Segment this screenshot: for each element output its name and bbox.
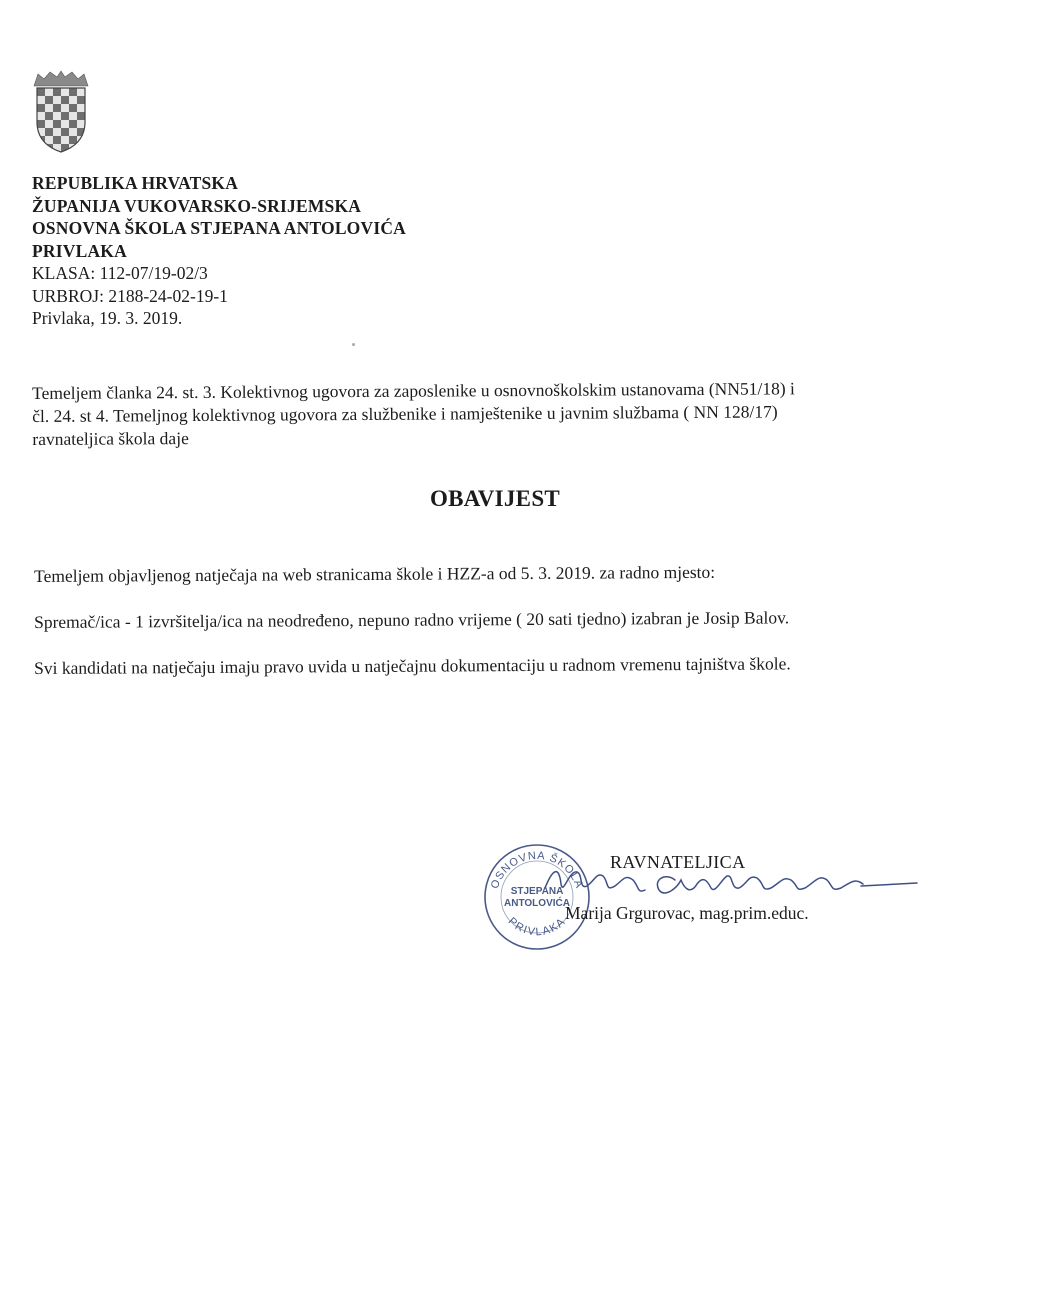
document-header <box>32 172 406 330</box>
intro-line: ravnateljica škola daje <box>32 428 189 449</box>
svg-text:PRIVLAKA <box>506 915 569 938</box>
checker-square <box>53 120 61 128</box>
body-paragraph-1: Temeljem objavljenog natječaja na web stranicama škole i HZZ-a od 5. 3. 2019. za radno mjesto: <box>34 561 716 586</box>
document-title: OBAVIJEST <box>429 486 561 511</box>
checker-square <box>45 104 53 112</box>
checker-square <box>77 96 85 104</box>
intro-line: Temeljem članka 24. st. 3. Kolektivnog ugovora za zaposlenike u osnovnoškolskim ustanovama (NN51/18) i <box>32 378 795 403</box>
town-name: PRIVLAKA <box>32 240 127 261</box>
checker-square <box>69 136 77 144</box>
checker-square <box>61 120 69 128</box>
checker-square <box>53 104 61 112</box>
checker-square <box>45 96 53 104</box>
checker-square <box>61 136 69 144</box>
checker-square <box>61 96 69 104</box>
checker-square <box>69 96 77 104</box>
checker-square <box>45 88 53 96</box>
checker-square <box>77 120 85 128</box>
country-name: REPUBLIKA HRVATSKA <box>32 173 239 193</box>
checker-square <box>77 104 85 112</box>
county-name: ŽUPANIJA VUKOVARSKO-SRIJEMSKA <box>32 195 362 216</box>
croatian-coat-of-arms-icon <box>30 70 92 154</box>
checker-square <box>45 112 53 120</box>
checker-square <box>45 120 53 128</box>
stamp-text-mid2: ANTOLOVIĆA <box>504 898 570 909</box>
checker-square <box>61 128 69 136</box>
checker-square <box>69 112 77 120</box>
checker-square <box>61 104 69 112</box>
scan-speck <box>352 343 355 346</box>
body-paragraph-2: Spremač/ica - 1 izvršitelja/ica na neodređeno, nepuno radno vrijeme ( 20 sati tjedno) izabran je Josip Balov. <box>34 607 790 632</box>
checker-square <box>45 136 53 144</box>
checker-square <box>37 96 45 104</box>
checker-square <box>69 88 77 96</box>
checker-square <box>77 88 85 96</box>
signatory-role: RAVNATELJICA <box>610 852 746 872</box>
checker-square <box>37 120 45 128</box>
checker-square <box>69 128 77 136</box>
checker-square <box>37 88 45 96</box>
checker-square <box>53 96 61 104</box>
checker-square <box>37 112 45 120</box>
stamp-text-mid1: STJEPANA <box>510 886 564 897</box>
checker-square <box>37 144 45 152</box>
stamp-text-bottom: PRIVLAKA <box>505 915 569 939</box>
checker-square <box>53 128 61 136</box>
klasa-number: KLASA: 112-07/19-02/3 <box>32 263 208 283</box>
stamp-text-top: OSNOVNA ŠKOLA <box>488 849 586 891</box>
body-paragraph-3: Svi kandidati na natječaju imaju pravo uvida u natječajnu dokumentaciju u radnom vremenu tajništva škole. <box>34 653 791 678</box>
intro-line: čl. 24. st 4. Temeljnog kolektivnog ugovora za službenike i namještenike u javnim službama ( NN 128/17) <box>32 401 778 426</box>
school-name: OSNOVNA ŠKOLA STJEPANA ANTOLOVIĆA <box>32 218 407 238</box>
checker-square <box>53 112 61 120</box>
checker-square <box>77 144 85 152</box>
checker-square <box>69 120 77 128</box>
checker-square <box>53 136 61 144</box>
checker-square <box>53 88 61 96</box>
checker-square <box>69 104 77 112</box>
urbroj-number: URBROJ: 2188-24-02-19-1 <box>32 285 228 306</box>
checker-square <box>61 88 69 96</box>
handwritten-signature <box>525 850 925 910</box>
checker-square <box>37 104 45 112</box>
place-date: Privlaka, 19. 3. 2019. <box>32 308 183 328</box>
checker-square <box>77 112 85 120</box>
intro-paragraph <box>32 376 962 451</box>
checker-square <box>45 128 53 136</box>
checker-square <box>61 112 69 120</box>
signatory-name: Marija Grgurovac, mag.prim.educ. <box>565 903 809 923</box>
